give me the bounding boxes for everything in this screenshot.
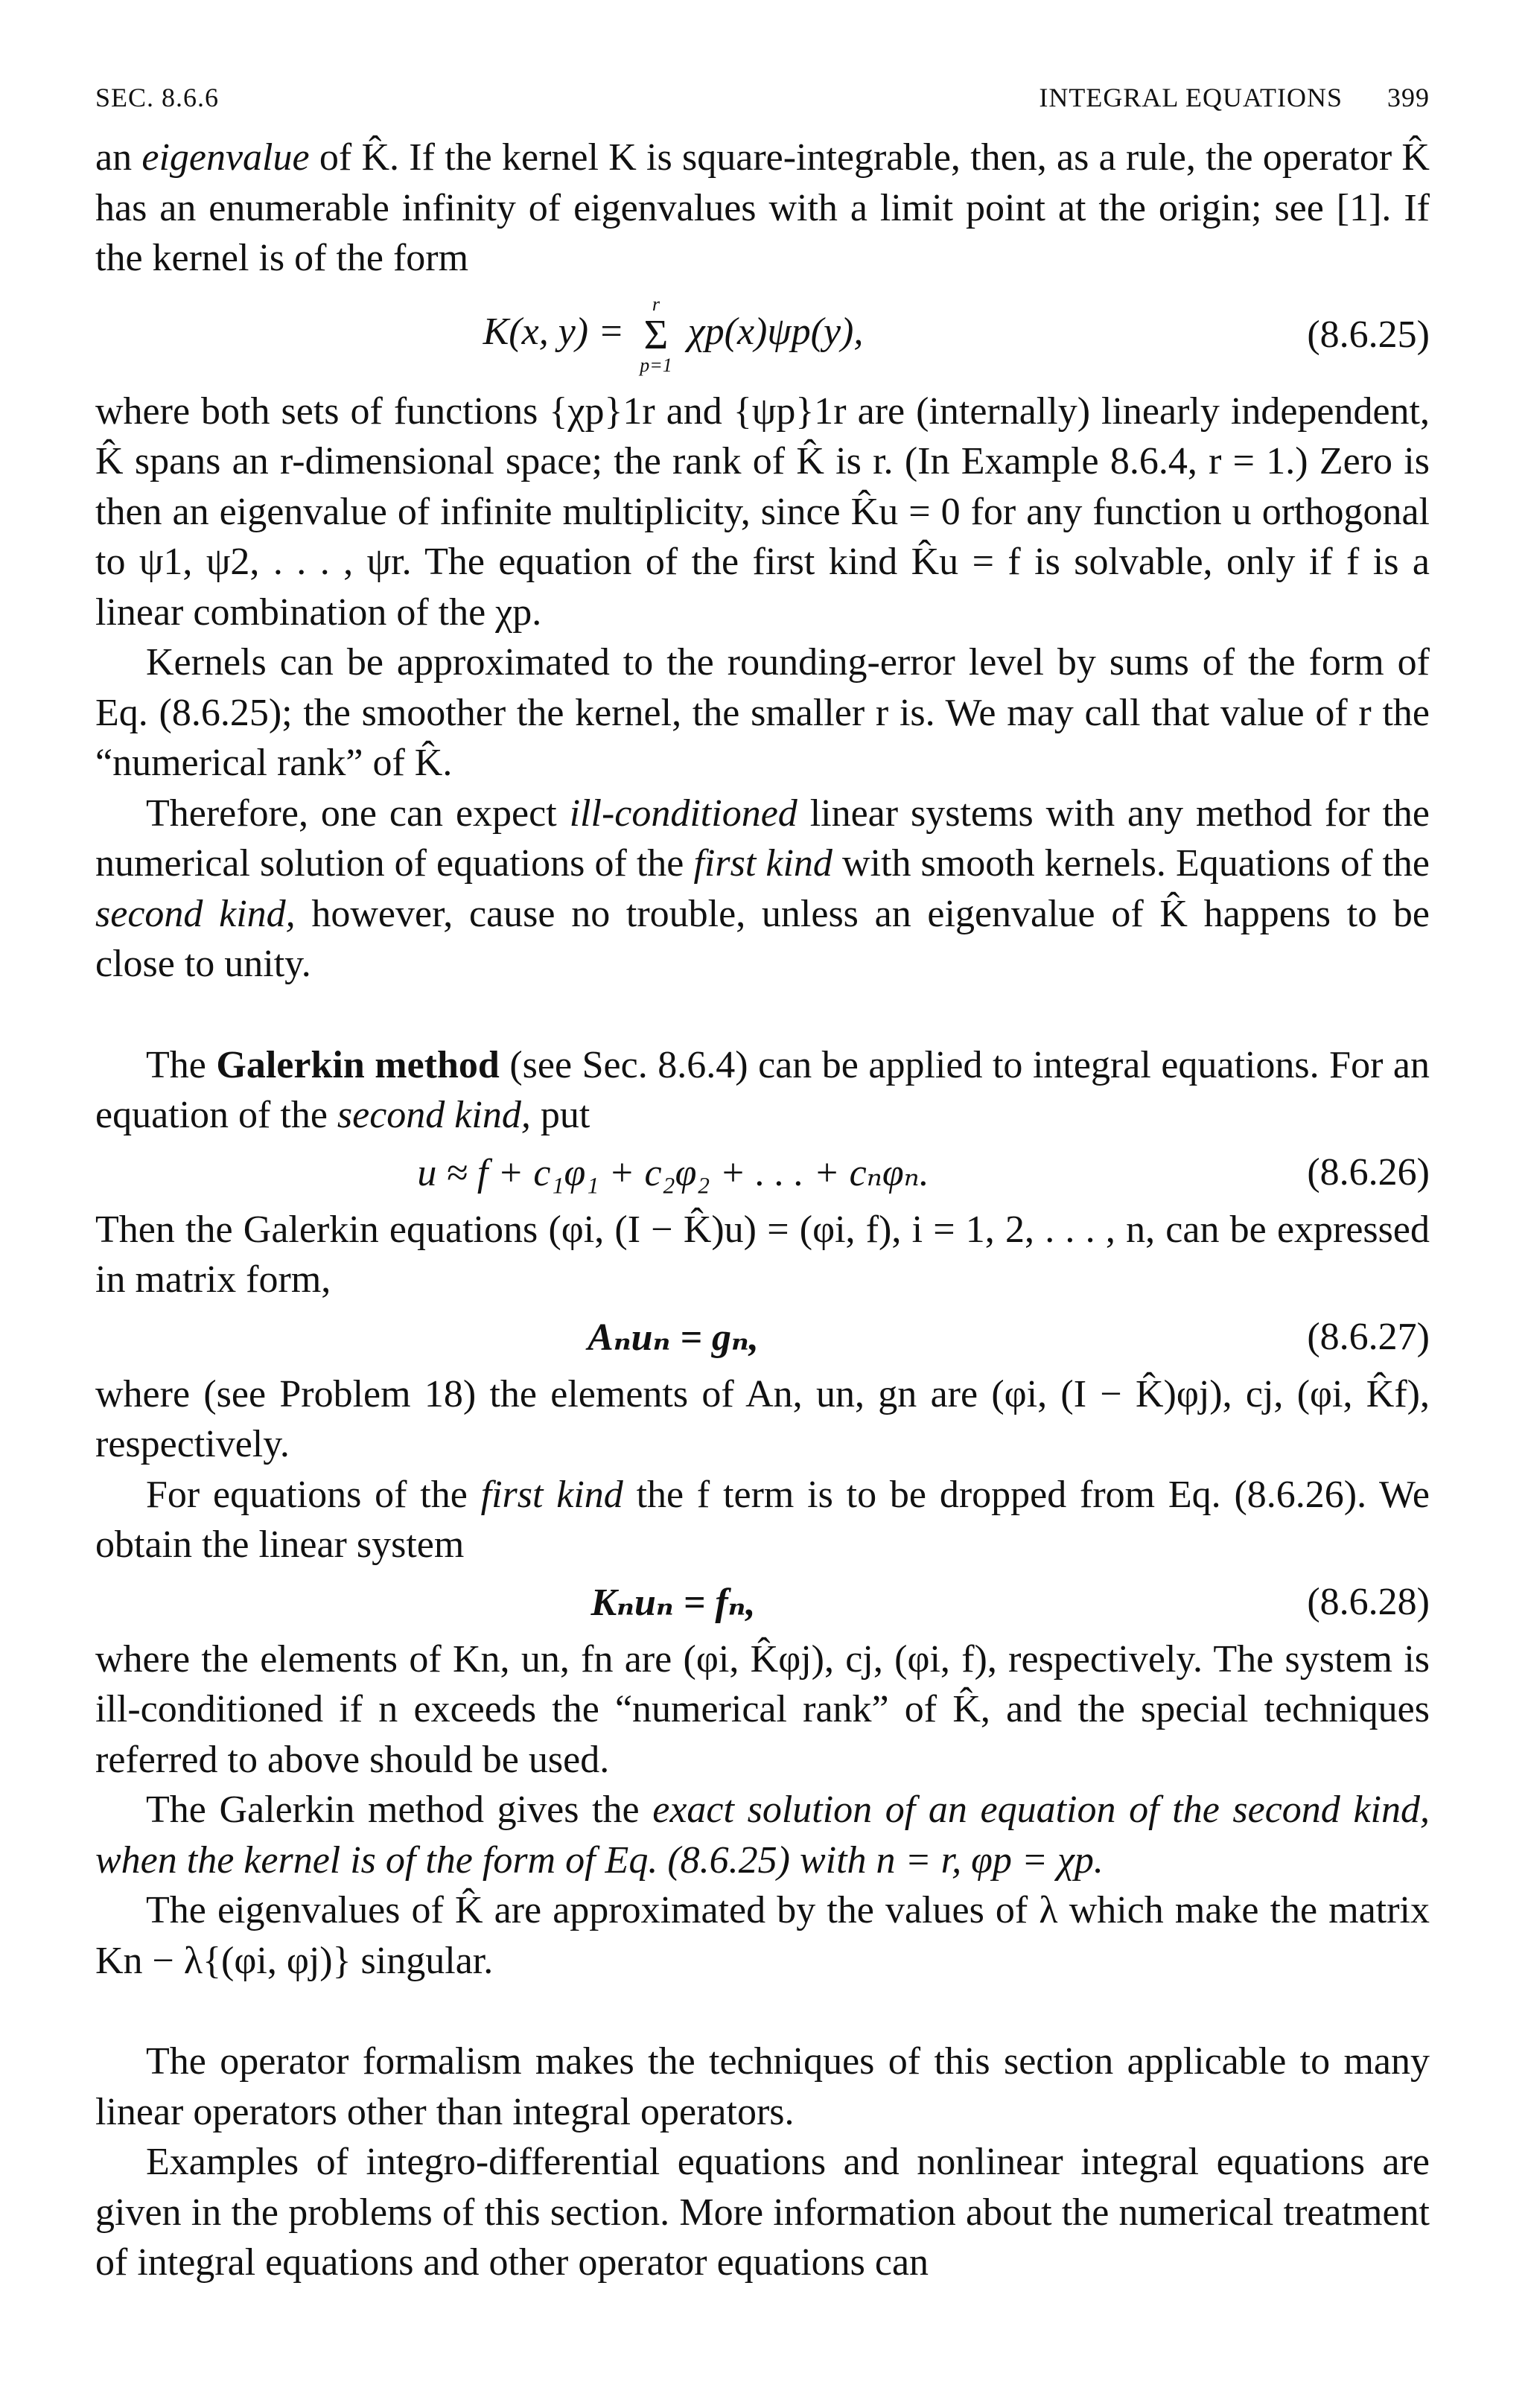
chapter-title: INTEGRAL EQUATIONS	[1039, 83, 1343, 112]
equation-number: (8.6.26)	[1307, 1151, 1430, 1194]
equation-8-6-27: Aₙuₙ = gₙ, (8.6.27)	[588, 1316, 1430, 1359]
paragraph-rank: where both sets of functions {χp}1r and {ψp}1r are (internally) linearly independent, K̂ spans an r-dimensional space; the rank of K̂ is r. (In Example 8.6.4, r = 1.) Zero is then an eigenvalue of infinite multiplicity, since K̂u = 0 for any function u orthogonal to ψ1, ψ2, . . . , ψr. The equation of the first kind K̂u = f is solvable, only if f is a linear combination of the χp.	[95, 389, 1430, 634]
paragraph-eigenvalue-intro: an eigenvalue of K̂. If the kernel K is square-integrable, then, as a rule, the operator K̂ has an enumerable infinity of eigenvalues with a limit point at the origin; see [1]. If the kernel is of the form	[95, 136, 1430, 279]
paragraph-system-elements: where the elements of Kn, un, fn are (φi, K̂φj), cj, (φi, f), respectively. The system is ill-conditioned if n exceeds the “numerical rank” of K̂, and the special techniques referred to above should be used.	[95, 1637, 1430, 1781]
paragraph-exact-solution: The Galerkin method gives the exact solution of an equation of the second kind, when the kernel is of the form of Eq. (8.6.25) with n = r, φp = χp.	[95, 1789, 1430, 1882]
paragraph-galerkin-equations: Then the Galerkin equations (φi, (I − K̂)u) = (φi, f), i = 1, 2, . . . , n, can be expressed in matrix form,	[95, 1208, 1430, 1301]
page-number: 399	[1387, 83, 1430, 112]
paragraph-operator-formalism: The operator formalism makes the techniques of this section applicable to many linear operators other than integral operators.	[95, 2040, 1430, 2133]
equation-8-6-28: Kₙuₙ = fₙ, (8.6.28)	[590, 1581, 1430, 1624]
equation-number: (8.6.27)	[1307, 1316, 1430, 1358]
equation-number: (8.6.25)	[1307, 313, 1430, 356]
equation-8-6-26: u ≈ f + c₁φ₁ + c₂φ₂ + . . . + cₙφₙ. (8.6.26)	[417, 1151, 1430, 1194]
paragraph-ill-conditioned: Therefore, one can expect ill-conditioned linear systems with any method for the numerical solution of equations of the first kind with smooth kernels. Equations of the second kind, however, cause no trouble, unless an eigenvalue of K̂ happens to be close to unity.	[95, 791, 1430, 985]
paragraph-examples: Examples of integro-differential equations and nonlinear integral equations are given in the problems of this section. More information about the numerical treatment of integral equations and other operator equations can	[95, 2141, 1430, 2284]
paragraph-eigenvalue-approx: The eigenvalues of K̂ are approximated by the values of λ which make the matrix Kn − λ{(φi, φj)} singular.	[95, 1889, 1430, 1982]
summation-sign: r Σ p=1	[640, 293, 672, 376]
running-head	[95, 82, 1430, 113]
paragraph-galerkin-method: The Galerkin method (see Sec. 8.6.4) can be applied to integral equations. For an equation of the second kind, put	[95, 1043, 1430, 1136]
book-page	[95, 82, 1430, 2288]
equation-8-6-25: K(x, y) = r Σ p=1 χp(x)ψp(y), (8.6.25)	[483, 293, 1430, 376]
section-label: SEC. 8.6.6	[95, 83, 220, 112]
paragraph-numerical-rank: Kernels can be approximated to the rounding-error level by sums of the form of Eq. (8.6.25); the smoother the kernel, the smaller r is. We may call that value of r the “numerical rank” of K̂.	[95, 641, 1430, 784]
paragraph-first-kind: For equations of the first kind the f term is to be dropped from Eq. (8.6.26). We obtain the linear system	[95, 1473, 1430, 1566]
paragraph-matrix-elements: where (see Problem 18) the elements of An, un, gn are (φi, (I − K̂)φj), cj, (φi, K̂f), respectively.	[95, 1372, 1430, 1465]
equation-number: (8.6.28)	[1307, 1581, 1430, 1623]
